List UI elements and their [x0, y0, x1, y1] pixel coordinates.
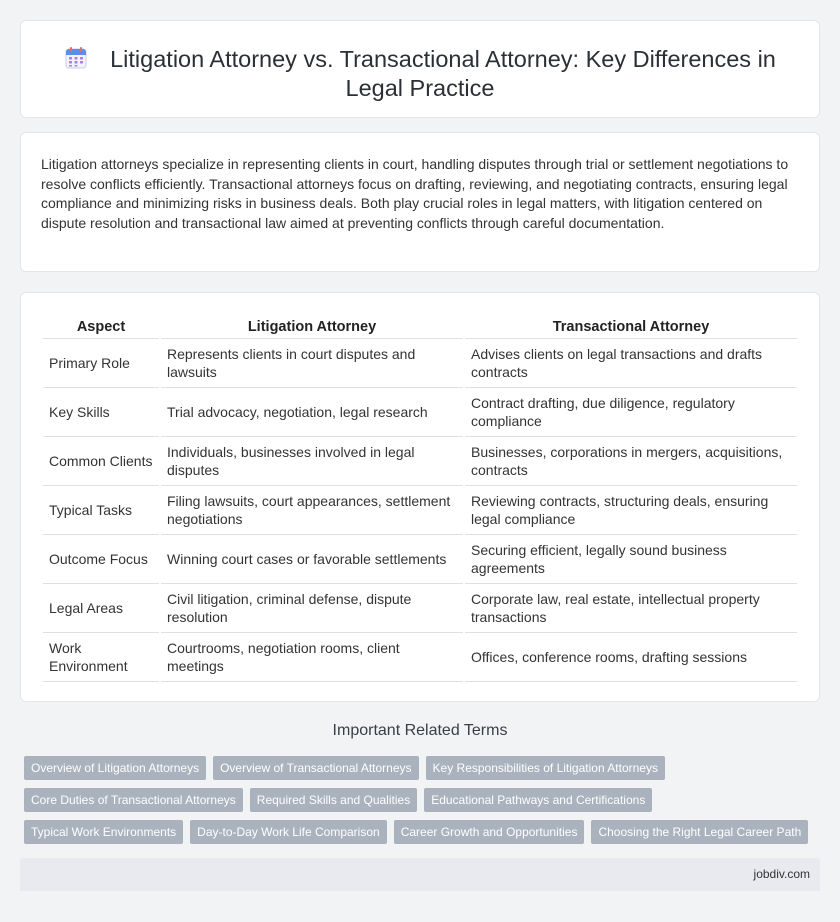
page-title: Litigation Attorney vs. Transactional Attorney: Key Differences in Legal Practice	[110, 46, 776, 101]
cell-aspect: Common Clients	[43, 437, 159, 486]
cell-litigation: Courtrooms, negotiation rooms, client meetings	[161, 633, 463, 682]
comparison-table	[41, 313, 799, 682]
footer-site-link[interactable]: jobdiv.com	[753, 867, 810, 881]
comparison-table-card	[20, 292, 820, 702]
table-header-row	[43, 313, 797, 339]
related-term-tag[interactable]: Core Duties of Transactional Attorneys	[24, 788, 243, 812]
related-term-tag[interactable]: Required Skills and Qualities	[250, 788, 417, 812]
cell-aspect: Key Skills	[43, 388, 159, 437]
cell-litigation: Individuals, businesses involved in legal disputes	[161, 437, 463, 486]
tag-row	[24, 788, 814, 812]
cell-transactional: Reviewing contracts, structuring deals, ensuring legal compliance	[465, 486, 797, 535]
related-term-tag[interactable]: Day-to-Day Work Life Comparison	[190, 820, 387, 844]
cell-litigation: Represents clients in court disputes and lawsuits	[161, 339, 463, 388]
table-row	[43, 339, 797, 388]
header-aspect: Aspect	[43, 313, 159, 339]
intro-paragraph: Litigation attorneys specialize in representing clients in court, handling disputes through trial or settlement negotiations to resolve conflicts efficiently. Transactional attorneys focus on drafting, reviewing, and negotiating contracts, ensuring legal compliance and minimizing risks in business deals. Both play crucial roles in legal matters, with litigation centered on dispute resolution and transactional law aimed at preventing conflicts through careful documentation.	[41, 156, 789, 231]
cell-transactional: Corporate law, real estate, intellectual property transactions	[465, 584, 797, 633]
footer	[20, 858, 820, 891]
related-term-tag[interactable]: Overview of Transactional Attorneys	[213, 756, 418, 780]
cell-transactional: Advises clients on legal transactions and drafts contracts	[465, 339, 797, 388]
table-row	[43, 584, 797, 633]
cell-transactional: Businesses, corporations in mergers, acquisitions, contracts	[465, 437, 797, 486]
cell-litigation: Winning court cases or favorable settlements	[161, 535, 463, 584]
cell-aspect: Typical Tasks	[43, 486, 159, 535]
related-terms-tags	[24, 756, 814, 852]
table-row	[43, 388, 797, 437]
cell-aspect: Primary Role	[43, 339, 159, 388]
related-term-tag[interactable]: Career Growth and Opportunities	[394, 820, 585, 844]
table-row	[43, 535, 797, 584]
page-title-wrap	[51, 45, 789, 103]
tag-row	[24, 820, 814, 844]
table-row	[43, 486, 797, 535]
cell-litigation: Civil litigation, criminal defense, dispute resolution	[161, 584, 463, 633]
cell-litigation: Filing lawsuits, court appearances, settlement negotiations	[161, 486, 463, 535]
calendar-icon	[64, 46, 88, 70]
tag-row	[24, 756, 814, 780]
header-litigation: Litigation Attorney	[161, 313, 463, 339]
related-term-tag[interactable]: Key Responsibilities of Litigation Attorneys	[426, 756, 665, 780]
cell-transactional: Contract drafting, due diligence, regulatory compliance	[465, 388, 797, 437]
intro-card	[20, 132, 820, 272]
table-row	[43, 437, 797, 486]
cell-litigation: Trial advocacy, negotiation, legal research	[161, 388, 463, 437]
cell-aspect: Legal Areas	[43, 584, 159, 633]
cell-aspect: Outcome Focus	[43, 535, 159, 584]
table-row	[43, 633, 797, 682]
related-term-tag[interactable]: Choosing the Right Legal Career Path	[591, 820, 808, 844]
cell-transactional: Offices, conference rooms, drafting sessions	[465, 633, 797, 682]
related-term-tag[interactable]: Educational Pathways and Certifications	[424, 788, 652, 812]
title-card	[20, 20, 820, 118]
related-term-tag[interactable]: Overview of Litigation Attorneys	[24, 756, 206, 780]
cell-aspect: Work Environment	[43, 633, 159, 682]
header-transactional: Transactional Attorney	[465, 313, 797, 339]
related-terms-heading: Important Related Terms	[332, 722, 508, 739]
cell-transactional: Securing efficient, legally sound business agreements	[465, 535, 797, 584]
related-term-tag[interactable]: Typical Work Environments	[24, 820, 183, 844]
